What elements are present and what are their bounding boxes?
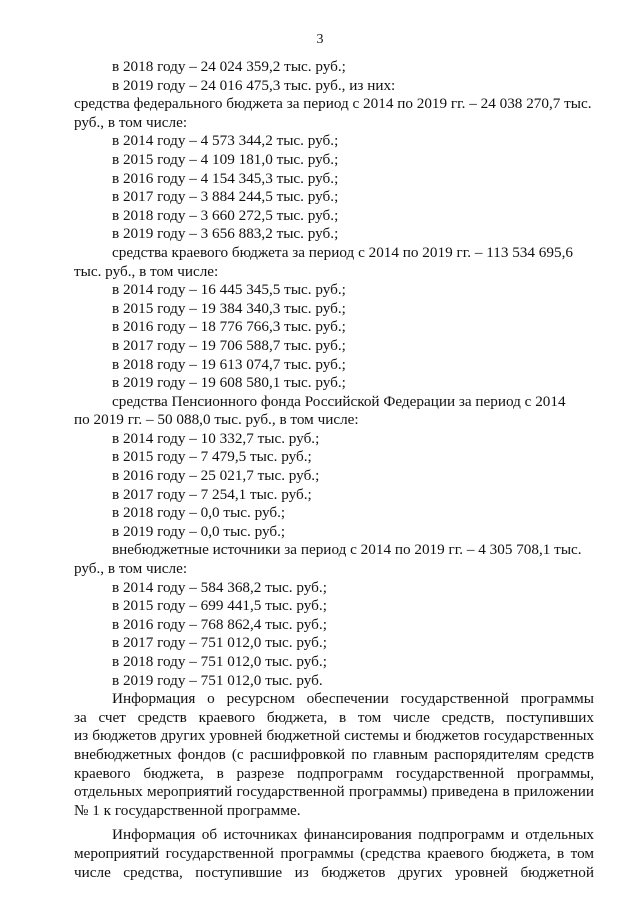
text-line: внебюджетные источники за период с 2014 по 2019 гг. – 4 305 708,1 тыс. [112,541,582,559]
text-line: в 2014 году – 16 445 345,5 тыс. руб.; [112,281,346,299]
text-line: в 2019 году – 3 656 883,2 тыс. руб.; [112,225,339,243]
text-line: в 2017 году – 19 706 588,7 тыс. руб.; [112,336,346,354]
text-line: в 2014 году – 584 368,2 тыс. руб.; [112,578,327,596]
text-line: мероприятий государственной программы (средства краевого бюджета, в том [74,844,594,862]
text-line: в 2017 году – 7 254,1 тыс. руб.; [112,485,312,503]
text-line: из бюджетов других уровней бюджетной системы и бюджетов государственных [74,727,594,745]
text-line: в 2019 году – 19 608 580,1 тыс. руб.; [112,374,346,392]
text-line: в 2016 году – 25 021,7 тыс. руб.; [112,467,320,485]
text-line: в 2018 году – 3 660 272,5 тыс. руб.; [112,206,339,224]
text-line: по 2019 гг. – 50 088,0 тыс. руб., в том числе: [74,411,359,429]
text-line: в 2017 году – 751 012,0 тыс. руб.; [112,634,327,652]
text-line: в 2017 году – 3 884 244,5 тыс. руб.; [112,188,339,206]
text-line: краевого бюджета, в разрезе подпрограмм государственной программы, [74,764,594,782]
text-line: руб., в том числе: [74,113,188,131]
text-line: в 2016 году – 18 776 766,3 тыс. руб.; [112,318,346,336]
text-line: в 2014 году – 4 573 344,2 тыс. руб.; [112,132,339,150]
text-line: средства краевого бюджета за период с 2014 по 2019 гг. – 113 534 695,6 [112,243,573,261]
text-line: средства Пенсионного фонда Российской Федерации за период с 2014 [112,392,566,410]
text-line: за счет средств краевого бюджета, в том числе средств, поступивших [74,708,594,726]
text-line: в 2018 году – 19 613 074,7 тыс. руб.; [112,355,346,373]
text-line: в 2019 году – 24 016 475,3 тыс. руб., из них: [112,76,396,94]
text-line: в 2018 году – 0,0 тыс. руб.; [112,504,286,522]
text-line: в 2018 году – 24 024 359,2 тыс. руб.; [112,58,346,75]
text-line: в 2015 году – 19 384 340,3 тыс. руб.; [112,299,346,317]
text-line: средства федерального бюджета за период с 2014 по 2019 гг. – 24 038 270,7 тыс. [74,95,592,113]
text-line: в 2015 году – 699 441,5 тыс. руб.; [112,597,327,615]
text-line: внебюджетных фондов (с расшифровкой по главным распорядителям средств [74,745,594,763]
text-line: в 2019 году – 751 012,0 тыс. руб. [112,671,323,689]
text-line: в 2016 году – 4 154 345,3 тыс. руб.; [112,169,339,187]
text-line: в 2016 году – 768 862,4 тыс. руб.; [112,615,327,633]
text-line: в 2015 году – 7 479,5 тыс. руб.; [112,448,312,466]
text-line: в 2018 году – 751 012,0 тыс. руб.; [112,653,327,670]
text-line: числе средства, поступившие из бюджетов других уровней бюджетной [74,863,594,881]
text-line: в 2015 году – 4 109 181,0 тыс. руб.; [112,150,339,168]
document-body [74,58,594,882]
text-line: в 2014 году – 10 332,7 тыс. руб.; [112,429,320,447]
text-line: № 1 к государственной программе. [74,801,301,819]
text-line: отдельных мероприятий государственной программы) приведена в приложении [74,783,594,801]
page-number: 3 [316,32,324,47]
text-line: Информация о ресурсном обеспечении государственной программы [112,690,594,708]
text-line: Информация об источниках финансирования подпрограмм и отдельных [112,826,594,844]
text-line: руб., в том числе: [74,560,188,578]
text-line: тыс. руб., в том числе: [74,262,219,280]
text-line: в 2019 году – 0,0 тыс. руб.; [112,522,286,540]
